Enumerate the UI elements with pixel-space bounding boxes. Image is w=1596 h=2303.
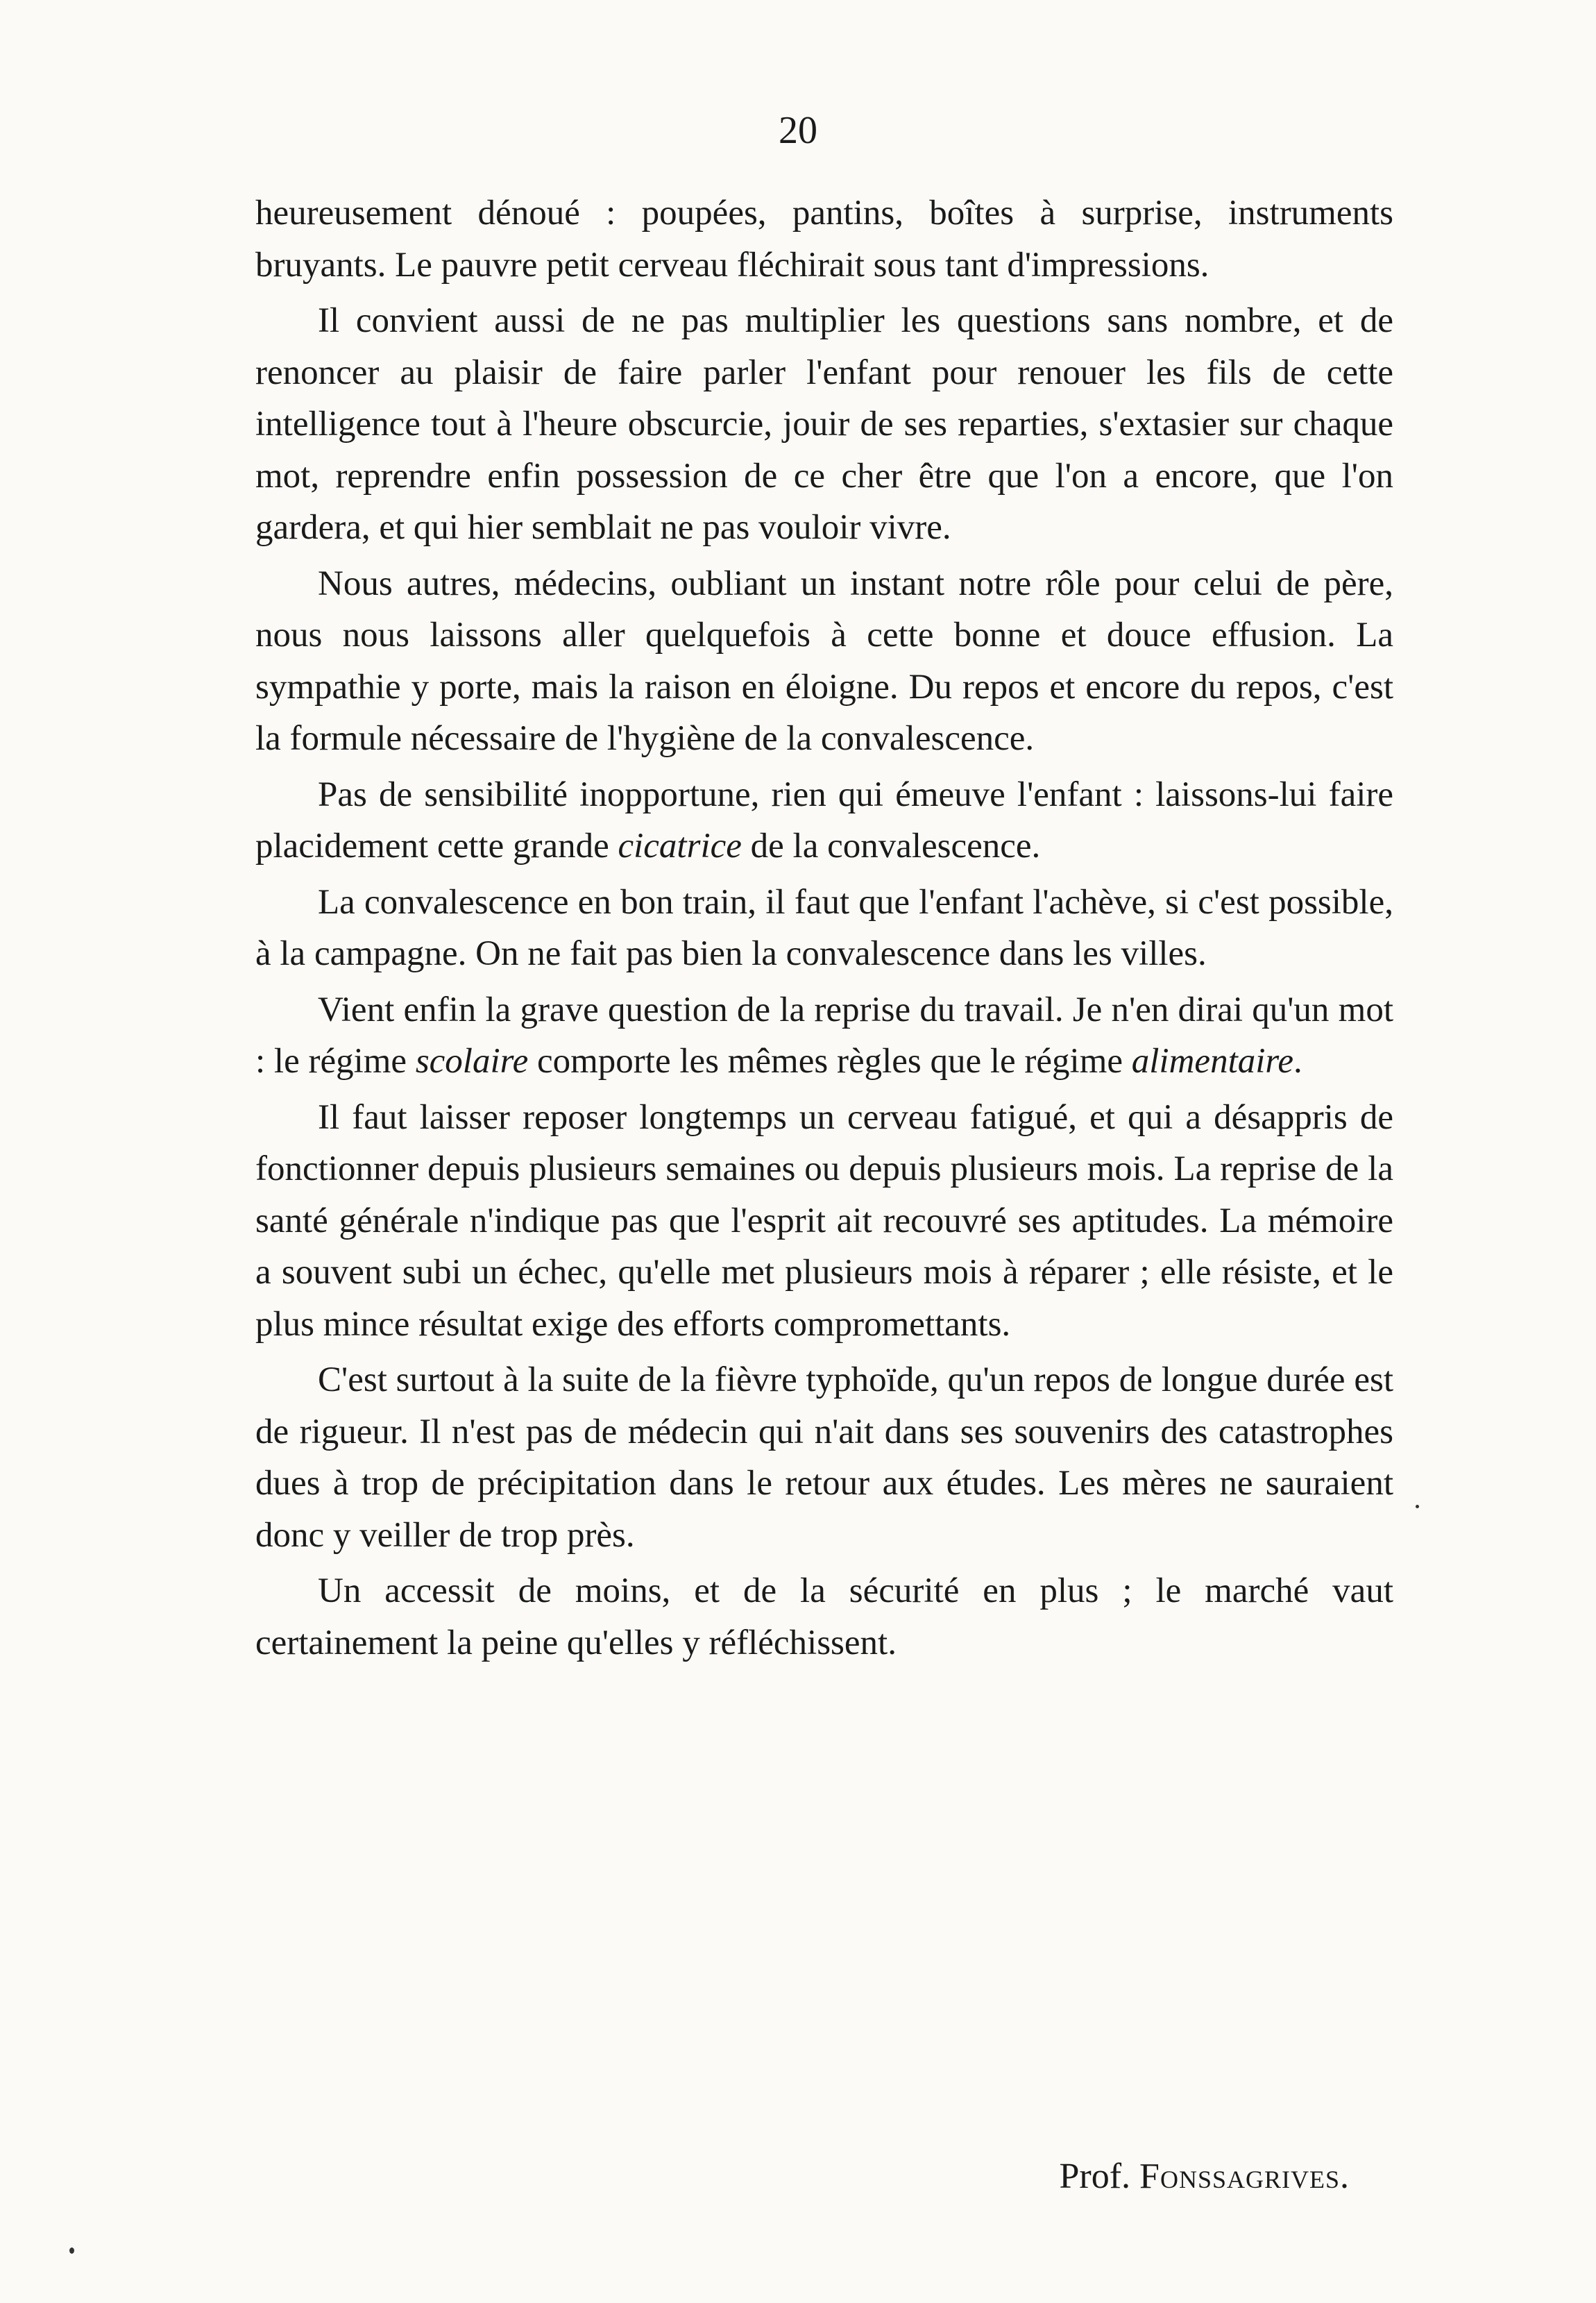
ink-speck bbox=[1416, 1505, 1419, 1508]
italic-word: scolaire bbox=[415, 1042, 529, 1081]
body-text bbox=[255, 187, 1393, 1673]
italic-word: cicatrice bbox=[618, 827, 742, 866]
signature-title: Prof. bbox=[1059, 2157, 1131, 2196]
paragraph: C'est surtout à la suite de la fièvre typhoïde, qu'un repos de longue durée est de rigueur. Il n'est pas de médecin qui n'ait dans ses souvenirs des catastrophes dues à trop de précipitation dans le retour aux études. Les mères ne sauraient donc y veiller de trop près. bbox=[255, 1360, 1393, 1555]
paragraph: Il convient aussi de ne pas multiplier les questions sans nombre, et de renoncer au plaisir de faire parler l'enfant pour renouer les fils de cette intelligence tout à l'heure obscurcie, jouir de ses reparties, s'extasier sur chaque mot, reprendre enfin possession de ce cher être que l'on a encore, que l'on gardera, et qui hier semblait ne pas vouloir vivre. bbox=[255, 301, 1393, 547]
paragraph bbox=[255, 984, 1393, 1088]
signature-name: Fonssagrives. bbox=[1139, 2157, 1350, 2196]
signature bbox=[0, 2159, 1350, 2195]
italic-word: alimentaire bbox=[1131, 1042, 1294, 1081]
paragraph-text: Vient enfin la grave question de la reprise du travail. Je n'en dirai qu'un mot : le régime bbox=[255, 990, 1393, 1081]
paragraph-text: Pas de sensibilité inopportune, rien qui émeuve l'enfant : laissons-lui faire placidement cette grande bbox=[255, 775, 1393, 866]
paragraph: Un accessit de moins, et de la sécurité en plus ; le marché vaut certainement la peine qu'elles y réfléchissent. bbox=[255, 1571, 1393, 1662]
paragraph: Nous autres, médecins, oubliant un instant notre rôle pour celui de père, nous nous laissons aller quelquefois à cette bonne et douce effusion. La sympathie y porte, mais la raison en éloigne. Du repos et encore du repos, c'est la formule nécessaire de l'hygiène de la convalescence. bbox=[255, 564, 1393, 758]
paragraph-text: comporte les mêmes règles que le régime bbox=[528, 1042, 1132, 1081]
ink-speck bbox=[69, 2247, 74, 2254]
paragraph-text: de la convalescence. bbox=[741, 827, 1041, 866]
paragraph: heureusement dénoué : poupées, pantins, boîtes à surprise, instruments bruyants. Le pauvre petit cerveau fléchirait sous tant d'impressions. bbox=[255, 194, 1393, 285]
paragraph: La convalescence en bon train, il faut que l'enfant l'achève, si c'est possible, à la campagne. On ne fait pas bien la convalescence dans les villes. bbox=[255, 882, 1393, 973]
paragraph-text: . bbox=[1293, 1042, 1302, 1081]
paragraph: Il faut laisser reposer longtemps un cerveau fatigué, et qui a désappris de fonctionner depuis plusieurs semaines ou depuis plusieurs mois. La reprise de la santé générale n'indique pas que l'esprit ait recouvré ses aptitudes. La mémoire a souvent subi un échec, qu'elle met plusieurs mois à réparer ; elle résiste, et le plus mince résultat exige des efforts compromettants. bbox=[255, 1097, 1393, 1344]
page-number: 20 bbox=[779, 109, 817, 152]
paragraph bbox=[255, 769, 1393, 872]
